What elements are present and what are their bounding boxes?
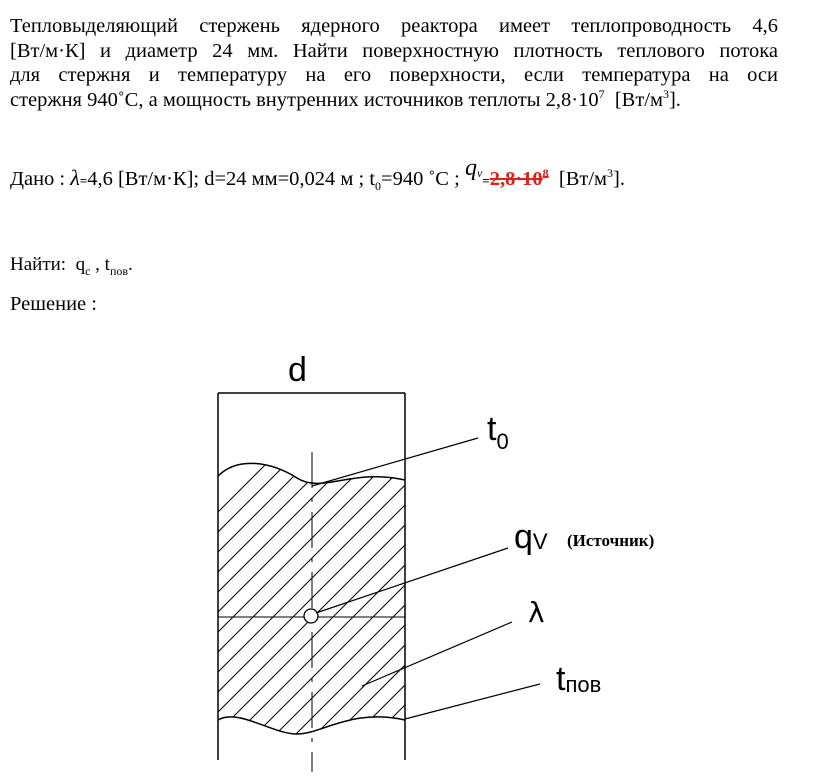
qv-symbol: q <box>464 155 477 181</box>
find-q: q <box>75 254 86 275</box>
lambda-leader <box>362 622 512 686</box>
qv-unit-before: [Вт/м <box>558 168 608 190</box>
qv-struck-mantissa: 2,8·10 <box>489 168 543 190</box>
power-exponent: 7 <box>598 86 605 101</box>
source-label: (Источник) <box>567 531 655 550</box>
qv-sub: V <box>532 529 548 554</box>
unit-exponent: 3 <box>662 86 669 101</box>
problem-line-1: Тепловыделяющий стержень ядерного реактора имеет теплопроводность 4,6 <box>10 15 778 37</box>
unit-before: [Вт/м <box>604 88 663 111</box>
find-end: . <box>128 254 133 275</box>
qv-label <box>514 518 548 556</box>
find-t-sub: пов <box>109 263 129 278</box>
qv-struck-exponent: 8 <box>542 166 549 181</box>
lambda-symbol: λ <box>70 165 80 190</box>
tsurf-leader <box>405 684 540 719</box>
solution-label: Решение : <box>10 293 97 315</box>
unit-after: ]. <box>668 88 681 111</box>
diameter-label: d <box>288 351 307 389</box>
t0-sub: 0 <box>496 429 509 454</box>
lambda-equals: = <box>79 173 88 188</box>
find-separator: , <box>90 254 105 275</box>
lambda-value: 4,6 [Вт/м·К]; d=24 мм=0,024 м ; t <box>87 168 376 190</box>
tsurf-main: t <box>556 660 566 698</box>
given-label: Дано : <box>10 168 66 190</box>
lambda-label: λ <box>528 596 545 629</box>
t0-label <box>487 410 509 454</box>
t0-main: t <box>487 410 497 448</box>
problem-line-3: для стержня и температуру на его поверхности, если температура на оси <box>10 64 778 86</box>
find-label: Найти: <box>10 254 67 275</box>
qv-main: q <box>514 518 533 556</box>
qv-equals: = <box>482 173 490 188</box>
problem-line-4-text: стержня 940˚С, а мощность внутренних источников теплоты 2,8·10 <box>10 88 599 111</box>
find-q-sub: с <box>85 263 91 278</box>
t0-subscript: 0 <box>375 179 382 194</box>
problem-line-2: [Вт/м·К] и диаметр 24 мм. Найти поверхностную плотность теплового потока <box>10 39 778 62</box>
find-t: t <box>104 254 110 275</box>
t0-value: =940 ˚С ; <box>381 168 460 190</box>
qv-leader <box>316 548 508 613</box>
tsurf-label <box>556 660 601 698</box>
qv-unit-after: ]. <box>613 168 625 190</box>
tsurf-sub: пов <box>565 672 602 697</box>
qv-subscript: v <box>476 166 483 180</box>
hatch-pattern <box>0 460 670 760</box>
heat-source-point <box>304 609 318 623</box>
qv-unit-exponent: 3 <box>607 166 614 181</box>
